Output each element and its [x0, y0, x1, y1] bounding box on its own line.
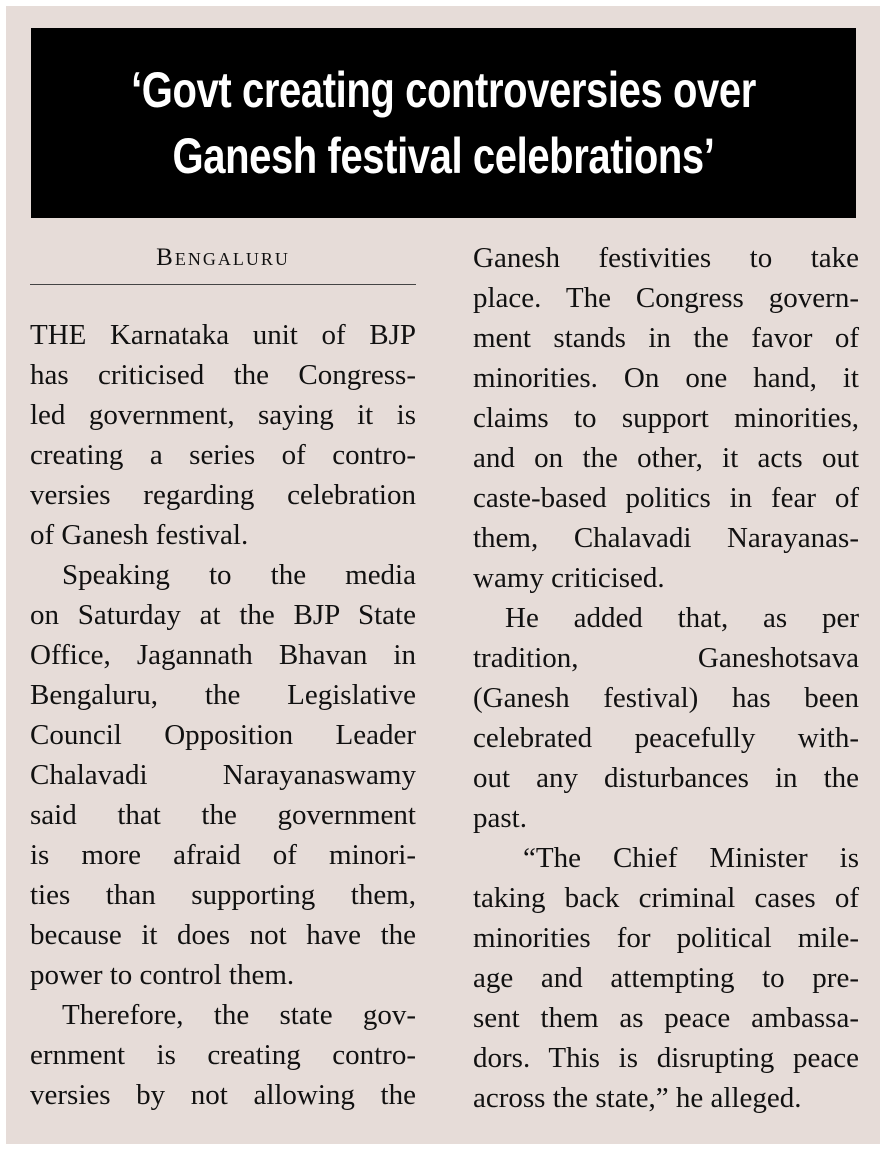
text-line: Therefore, the state gov-: [62, 999, 416, 1031]
headline-line-1: ‘Govt creating controversies over: [131, 62, 756, 118]
text-line: Chalavadi Narayanaswamy: [30, 759, 416, 791]
text-line: ment stands in the favor of: [473, 322, 859, 354]
text-line: versies regarding celebration: [30, 479, 416, 511]
text-line: of Ganesh festival.: [30, 519, 249, 551]
text-line: “The Chief Minister is: [523, 842, 859, 874]
text-line: ernment is creating contro-: [30, 1039, 416, 1071]
text-line: out any disturbances in the: [473, 762, 859, 794]
headline-line-2: Ganesh festival celebrations’: [172, 128, 715, 184]
text-line: taking back criminal cases of: [473, 882, 859, 914]
headline: [114, 57, 774, 189]
text-line: sent them as peace ambassa-: [473, 1002, 859, 1034]
text-line: age and attempting to pre-: [473, 962, 859, 994]
text-line: minorities. On one hand, it: [473, 362, 859, 394]
text-line: said that the government: [30, 799, 416, 831]
text-line: Council Opposition Leader: [30, 719, 416, 751]
text-line: Bengaluru, the Legislative: [30, 679, 416, 711]
text-line: dors. This is disrupting peace: [473, 1042, 859, 1074]
text-line: He added that, as per: [505, 602, 859, 634]
text-line: minorities for political mile-: [473, 922, 859, 954]
text-line: led government, saying it is: [30, 399, 416, 431]
right-column: [473, 238, 859, 1118]
text-line: past.: [473, 802, 527, 834]
text-line: wamy criticised.: [473, 562, 665, 594]
text-line: claims to support minorities,: [473, 402, 859, 434]
text-line: is more afraid of minori-: [30, 839, 416, 871]
text-line: because it does not have the: [30, 919, 416, 951]
text-line: Speaking to the media: [62, 559, 416, 591]
left-column: [30, 240, 416, 1115]
text-line: celebrated peacefully with-: [473, 722, 859, 754]
text-line: THE Karnataka unit of BJP: [30, 319, 416, 351]
text-line: on Saturday at the BJP State: [30, 599, 416, 631]
text-line: power to control them.: [30, 959, 295, 991]
text-line: across the state,” he alleged.: [473, 1082, 802, 1114]
dateline: Bengaluru: [30, 240, 416, 285]
text-line: Ganesh festivities to take: [473, 242, 859, 274]
text-line: tradition, Ganeshotsava: [473, 642, 859, 674]
text-line: versies by not allowing the: [30, 1079, 416, 1111]
text-line: them, Chalavadi Narayanas-: [473, 522, 859, 554]
text-line: place. The Congress govern-: [473, 282, 859, 314]
text-line: Office, Jagannath Bhavan in: [30, 639, 416, 671]
text-line: and on the other, it acts out: [473, 442, 859, 474]
text-line: creating a series of contro-: [30, 439, 416, 471]
text-line: caste-based politics in fear of: [473, 482, 859, 514]
headline-banner: [31, 28, 856, 218]
text-line: ties than supporting them,: [30, 879, 416, 911]
text-line: has criticised the Congress-: [30, 359, 416, 391]
text-line: (Ganesh festival) has been: [473, 682, 859, 714]
